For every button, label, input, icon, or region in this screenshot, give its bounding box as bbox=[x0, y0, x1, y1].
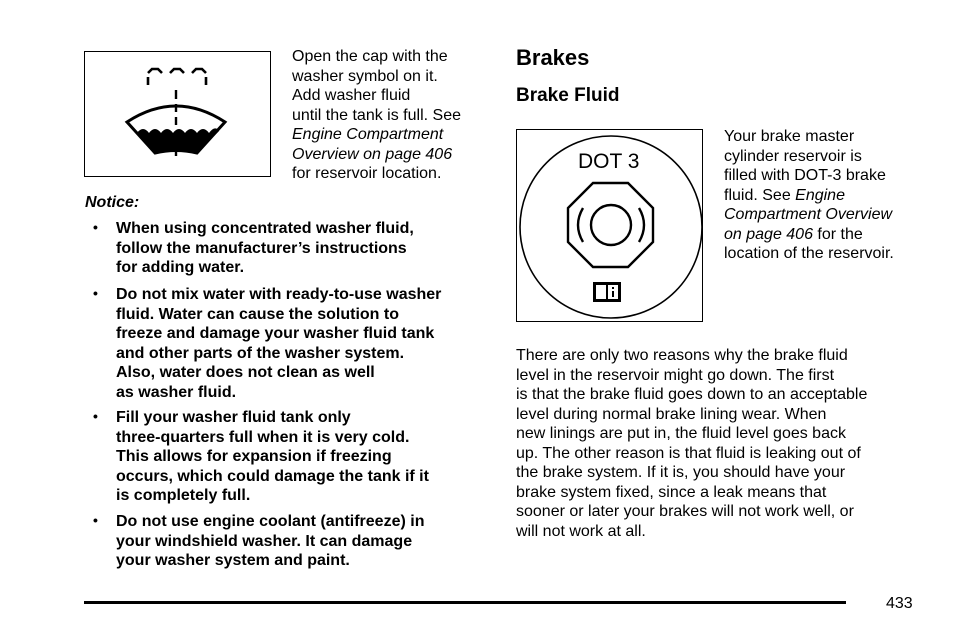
section-heading: Brakes bbox=[516, 45, 590, 70]
notice-bullet-3-line-1: Fill your washer fluid tank only bbox=[116, 409, 351, 426]
brake-caption-line-2: cylinder reservoir is bbox=[724, 147, 862, 165]
notice-bullet-2-line-5: Also, water does not clean as well bbox=[116, 364, 375, 381]
washer-caption-line-4: until the tank is full. See bbox=[292, 106, 461, 124]
notice-bullet-2-line-3: freeze and damage your washer fluid tank bbox=[116, 325, 435, 342]
washer-fluid-icon bbox=[85, 52, 270, 176]
notice-bullet-3-line-3: This allows for expansion if freezing bbox=[116, 448, 392, 465]
notice-bullet-3-line-5: is completely full. bbox=[116, 487, 251, 504]
footer-rule bbox=[84, 601, 846, 604]
notice-bullet-1-line-3: for adding water. bbox=[116, 259, 245, 276]
notice-bullet-2-line-1: Do not mix water with ready-to-use washer bbox=[116, 286, 442, 303]
body-line-9: sooner or later your brakes will not work well, or bbox=[516, 503, 854, 520]
washer-caption-link-2: Overview on page 406 bbox=[292, 145, 453, 163]
body-line-10: will not work at all. bbox=[516, 522, 646, 540]
brake-caption-link: Engine bbox=[795, 186, 845, 204]
brake-caption-line-1: Your brake master bbox=[724, 128, 855, 145]
notice-bullet-2-line-4: and other parts of the washer system. bbox=[116, 344, 405, 362]
body-line-2: level in the reservoir might go down. The first bbox=[516, 366, 835, 384]
notice-bullet-4-line-3: your washer system and paint. bbox=[116, 552, 350, 569]
section-subheading: Brake Fluid bbox=[516, 85, 620, 106]
brake-caption-text: fluid. See bbox=[724, 186, 796, 204]
bullet-glyph: • bbox=[93, 408, 98, 424]
notice-bullet-1-line-2: follow the manufacturer’s instructions bbox=[116, 239, 407, 257]
body-line-1: There are only two reasons why the brake fluid bbox=[516, 347, 848, 364]
brake-caption-text: for the bbox=[812, 225, 863, 243]
brake-caption-link-2: Compartment Overview bbox=[724, 206, 893, 223]
brake-caption-line-7: location of the reservoir. bbox=[724, 245, 894, 262]
washer-caption-line-2: washer symbol on it. bbox=[292, 67, 438, 85]
notice-bullet-2-line-6: as washer fluid. bbox=[116, 383, 237, 401]
bullet-glyph: • bbox=[93, 219, 98, 235]
body-line-4: level during normal brake lining wear. When bbox=[516, 405, 827, 423]
notice-bullet-3-line-4: occurs, which could damage the tank if it bbox=[116, 467, 429, 485]
notice-bullet-4-line-2: your windshield washer. It can damage bbox=[116, 532, 413, 550]
washer-fluid-figure bbox=[84, 51, 271, 177]
brake-caption-link-3: on page 406 bbox=[724, 225, 813, 243]
notice-bullet-2-line-2: fluid. Water can cause the solution to bbox=[116, 305, 399, 323]
dot3-label: DOT 3 bbox=[578, 150, 640, 173]
washer-caption-line-7: for reservoir location. bbox=[292, 165, 442, 182]
notice-bullet-4-line-1: Do not use engine coolant (antifreeze) in bbox=[116, 513, 425, 530]
notice-label: Notice: bbox=[85, 194, 140, 211]
notice-bullet-1-line-1: When using concentrated washer fluid, bbox=[116, 220, 414, 237]
brake-caption-line-6 bbox=[724, 225, 863, 245]
brake-caption-line-4 bbox=[724, 186, 845, 206]
brake-caption-line-3: filled with DOT-3 brake bbox=[724, 167, 886, 184]
washer-caption-line-1: Open the cap with the bbox=[292, 48, 448, 65]
body-line-7: the brake system. If it is, you should have your bbox=[516, 464, 846, 481]
body-line-3: is that the brake fluid goes down to an acceptable bbox=[516, 386, 868, 403]
bullet-glyph: • bbox=[93, 512, 98, 528]
brake-fluid-figure bbox=[516, 129, 703, 322]
bullet-glyph: • bbox=[93, 285, 98, 301]
body-line-5: new linings are put in, the fluid level goes back bbox=[516, 425, 846, 442]
body-line-6: up. The other reason is that fluid is leaking out of bbox=[516, 444, 861, 462]
page-number: 433 bbox=[886, 595, 913, 612]
washer-caption-line-3: Add washer fluid bbox=[292, 87, 411, 104]
body-line-8: brake system fixed, since a leak means that bbox=[516, 483, 827, 501]
washer-caption-link-1: Engine Compartment bbox=[292, 126, 444, 143]
notice-bullet-3-line-2: three-quarters full when it is very cold. bbox=[116, 428, 410, 446]
